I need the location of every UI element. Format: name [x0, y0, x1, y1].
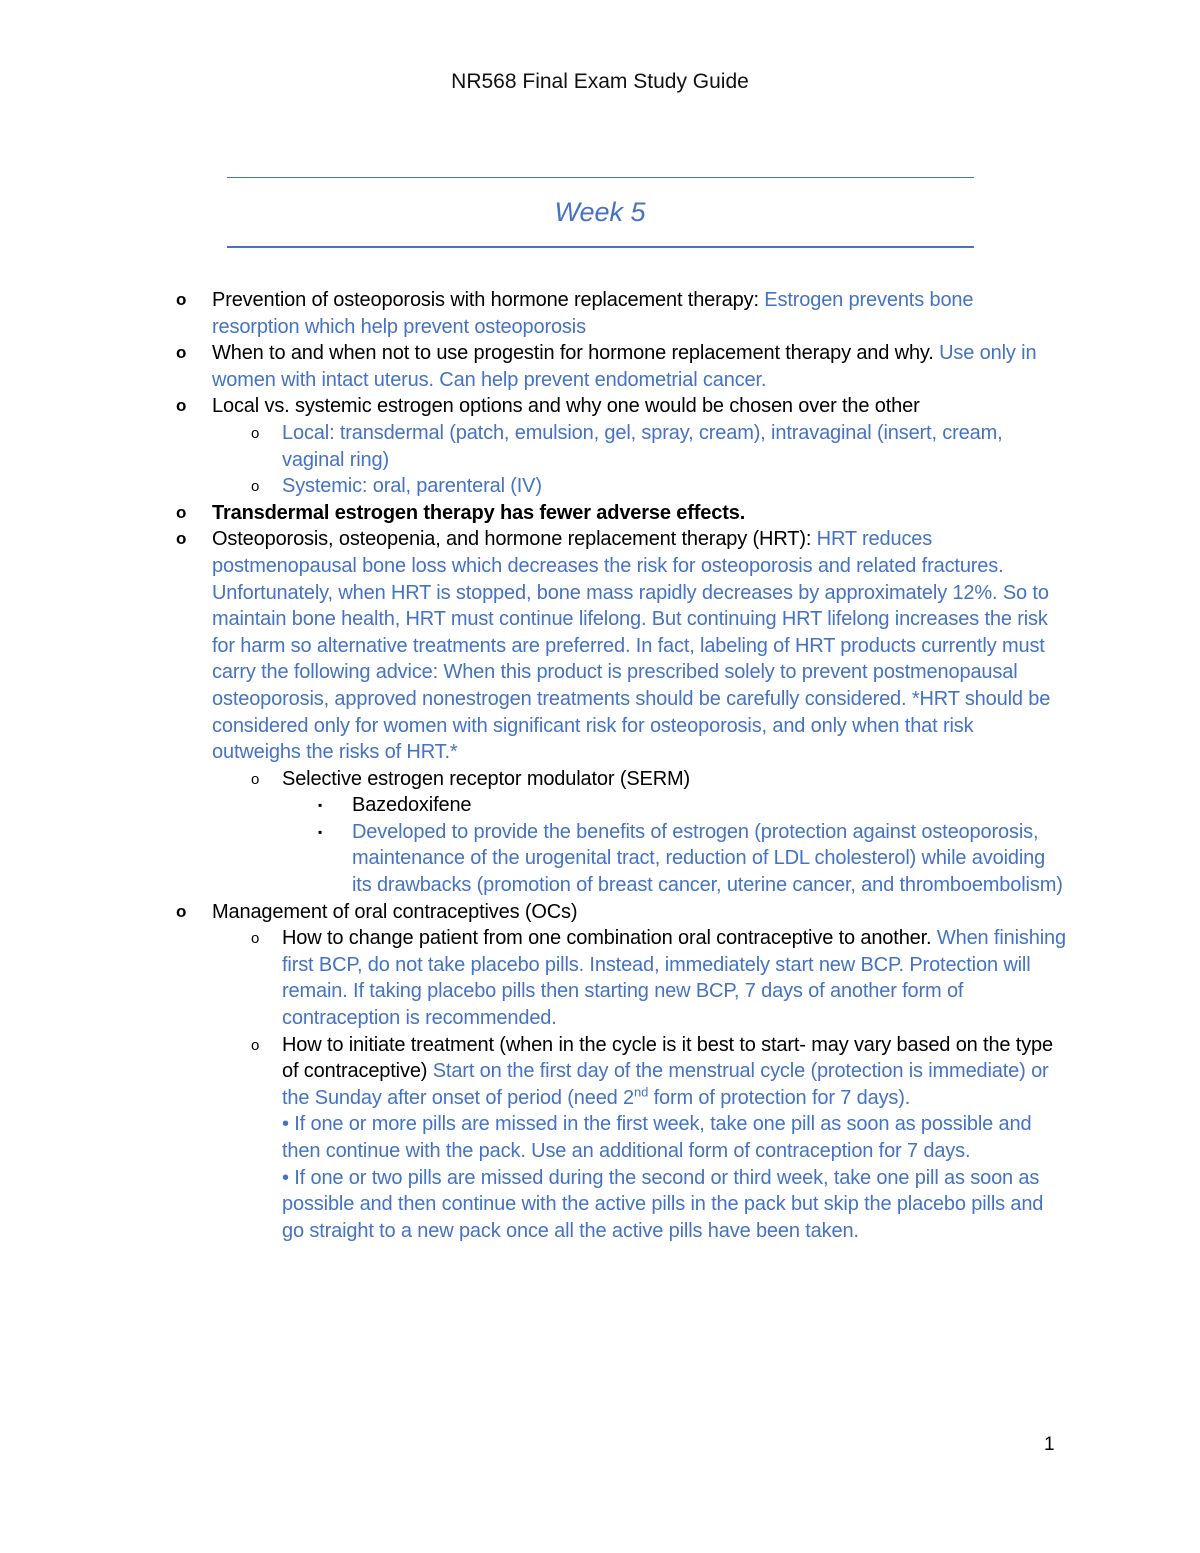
item-answer: Local: transdermal (patch, emulsion, gel, spray, cream), intravaginal (insert, cream, vaginal ring)	[282, 421, 1003, 471]
bullet-marker: o	[176, 343, 187, 363]
bullet-marker: o	[176, 901, 187, 921]
list-item	[176, 1032, 1066, 1245]
item-drug: Bazedoxifene	[352, 794, 472, 817]
title-rule-top	[227, 177, 974, 178]
item-answer: Estrogen prevents bone resorption which help prevent osteoporosis	[212, 289, 974, 338]
item-answer: When finishing first BCP, do not take placebo pills. Instead, immediately start new BCP. Protection will remain. If taking placebo pills then starting new BCP, 7 days of another form of contraception is recommended.	[282, 927, 1066, 1030]
ordinal-superscript: nd	[634, 1084, 649, 1100]
item-question: Management of oral contraceptives (OCs)	[212, 900, 578, 923]
bullet-marker: o	[251, 770, 260, 788]
list-item	[176, 766, 1066, 793]
item-question: When to and when not to use progestin for hormone replacement therapy and why.	[212, 342, 934, 365]
bullet-marker: o	[251, 478, 260, 496]
list-item	[176, 420, 1066, 473]
item-answer: Use only in women with intact uterus. Can help prevent endometrial cancer.	[212, 342, 1037, 391]
page-number: 1	[1044, 1434, 1055, 1455]
answer-part: form of protection for 7 days).	[648, 1086, 911, 1109]
list-item	[176, 393, 1066, 420]
bullet-marker: o	[251, 930, 260, 948]
list-item	[176, 925, 1066, 1031]
item-question: How to change patient from one combination oral contraceptive to another.	[282, 927, 932, 950]
bullet-marker: o	[251, 1036, 260, 1054]
list-item	[176, 500, 1066, 527]
item-question: Osteoporosis, osteopenia, and hormone replacement therapy (HRT):	[212, 528, 812, 551]
item-key-point: Transdermal estrogen therapy has fewer adverse effects.	[212, 501, 746, 524]
item-question: Local vs. systemic estrogen options and why one would be chosen over the other	[212, 395, 920, 418]
bullet-marker: o	[251, 424, 260, 442]
item-question: How to initiate treatment (when in the cycle is it best to start- may vary based on the type of contraceptive)	[282, 1033, 1054, 1083]
document-header: NR568 Final Exam Study Guide	[451, 70, 749, 93]
list-item	[176, 899, 1066, 926]
study-guide-content	[176, 287, 1066, 1244]
bullet-marker: o	[176, 529, 187, 549]
missed-pill-note: • If one or more pills are missed in the first week, take one pill as soon as possible and then continue with the pack. Use an additional form of contraception for 7 days.	[282, 1113, 1032, 1162]
item-question: Selective estrogen receptor modulator (SERM)	[282, 767, 691, 790]
bullet-marker: o	[176, 502, 187, 522]
bullet-marker: o	[176, 290, 187, 309]
list-item	[176, 473, 1066, 500]
list-item	[176, 340, 1066, 393]
item-answer: Developed to provide the benefits of estrogen (protection against osteoporosis, maintenance of the urogenital tract, reduction of LDL cholesterol) while avoiding its drawbacks (promotion of breast cancer, uterine cancer, and thromboembolism)	[352, 820, 1063, 897]
item-answer: HRT reduces postmenopausal bone loss which decreases the risk for osteoporosis and related fractures. Unfortunately, when HRT is stopped, bone mass rapidly decreases by approximately 12%. So to maintain bone health, HRT must continue lifelong. But continuing HRT lifelong increases the risk for harm so alternative treatments are preferred. In fact, labeling of HRT products currently must carry the following advice: When this product is prescribed solely to prevent postmenopausal osteoporosis, approved nonestrogen treatments should be carefully considered. *HRT should be considered only for women with significant risk for osteoporosis, and only when that risk outweighs the risks of HRT.*	[212, 528, 1051, 764]
title-rule-bottom	[227, 246, 974, 248]
answer-part: Start on the first day of the menstrual cycle (protection is immediate) or the Sunday after onset of period (need 2	[282, 1060, 1049, 1109]
bullet-marker: ▪	[318, 798, 323, 813]
list-item	[176, 819, 1066, 899]
list-item	[176, 792, 1066, 819]
missed-pill-note: • If one or two pills are missed during the second or third week, take one pill as soon as possible and then continue with the active pills in the pack but skip the placebo pills and go straight to a new pack once all the active pills have been taken.	[282, 1166, 1044, 1242]
list-item	[176, 287, 1066, 340]
item-answer: Systemic: oral, parenteral (IV)	[282, 475, 542, 498]
section-title: Week 5	[554, 197, 646, 227]
item-question: Prevention of osteoporosis with hormone replacement therapy:	[212, 289, 759, 311]
bullet-marker: ▪	[318, 824, 323, 839]
list-item	[176, 526, 1066, 765]
bullet-marker: o	[176, 396, 187, 416]
